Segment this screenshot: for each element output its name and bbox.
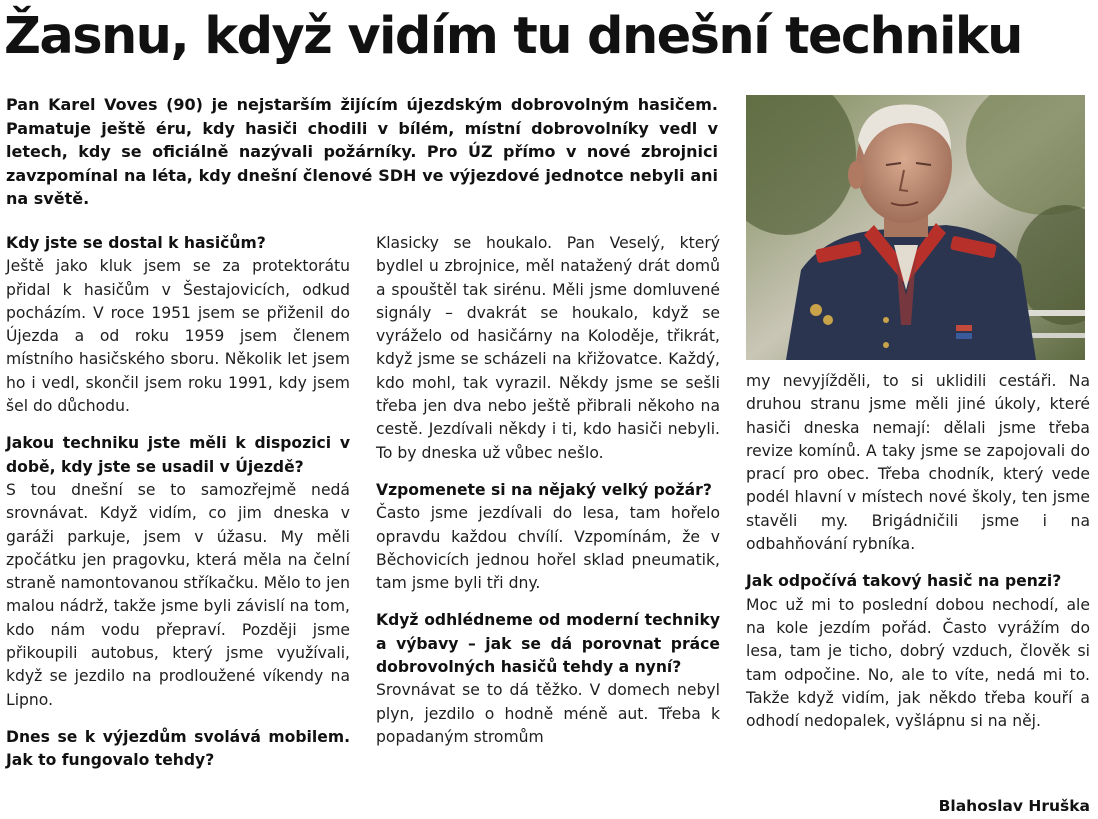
text-column-3 bbox=[746, 370, 1090, 733]
article-lead: Pan Karel Voves (90) je nejstarším žijícím újezdským dobrovolným hasičem. Pamatuje ještě éru, kdy hasiči chodili v bílém, místní dobrovolníky vedl v letech, kdy se oficiálně nazývali požárníky. Pro ÚZ přímo v nové zbrojnici zavzpomínal na léta, kdy dnešní členové SDH ve výjezdové jednotce nebyli ani na světě. bbox=[6, 95, 718, 208]
interview-answer: my nevyjížděli, to si uklidili cestáři. Na druhou stranu jsme měli jiné úkoly, které hasiči dneska nemají: dělali jsme třeba revize komínů. A taky jsme se zapojovali do prací pro obec. Třeba chodník, který vede podél hlavní v místech nové školy, ten jsme stavěli my. Brigádničili jsme i na odbahňování rybníka. bbox=[746, 372, 1090, 554]
portrait-photo bbox=[746, 95, 1085, 360]
interview-question: Dnes se k výjezdům svolává mobilem. Jak to fungovalo tehdy? bbox=[6, 727, 350, 770]
interview-question: Jak odpočívá takový hasič na penzi? bbox=[746, 572, 1062, 591]
interview-answer: Moc už mi to poslední dobou nechodí, ale na kole jezdím pořád. Často vyrážím do lesa, tam je ticho, dobrý vzduch, člověk si tam odpočine. No, ale to víte, nedá mi to. Takže když vidím, jak někdo třeba kouří a odhodí nedopalek, vyšlápnu si na něj. bbox=[746, 595, 1090, 731]
text-column-2 bbox=[376, 232, 720, 749]
article-headline: Žasnu, když vidím tu dnešní techniku bbox=[4, 7, 1022, 66]
interview-question: Kdy jste se dostal k hasičům? bbox=[6, 234, 266, 252]
interview-answer: S tou dnešní se to samozřejmě nedá srovnávat. Když vidím, co jim dneska v garáži parkuje, jsem v úžasu. My měli zpočátku jen pragovku, která měla na čelní straně namontovanou stříkačku. Mělo to jen malou nádrž, takže jsme byli závislí na tom, kdo nám vodu přepraví. Později jsme přikoupili autobus, který jsme využívali, když se jezdilo na prodloužené víkendy na Lipno. bbox=[6, 480, 350, 709]
interview-answer: Ještě jako kluk jsem se za protektorátu přidal k hasičům v Šestajovicích, odkud pocházím. V roce 1951 jsem se přiženil do Újezda a od roku 1959 jsem členem místního hasičského sboru. Několik let jsem ho i vedl, skončil jsem roku 1991, kdy jsem šel do důchodu. bbox=[6, 257, 350, 416]
interview-question: Když odhlédneme od moderní techniky a výbavy – jak se dá porovnat práce dobrovolných hasičů tehdy a nyní? bbox=[376, 611, 720, 677]
author-byline: Blahoslav Hruška bbox=[938, 797, 1090, 815]
interview-answer: Srovnávat se to dá těžko. V domech nebyl plyn, jezdilo o hodně méně aut. Třeba k popadaným stromům bbox=[376, 681, 720, 746]
interview-question: Vzpomenete si na nějaký velký požár? bbox=[376, 480, 712, 499]
interview-question: Jakou techniku jste měli k dispozici v době, kdy jste se usadil v Újezdě? bbox=[6, 434, 350, 476]
text-column-1 bbox=[6, 232, 350, 773]
interview-answer: Často jsme jezdívali do lesa, tam hořelo opravdu každou chvílí. Vzpomínám, že v Běchovicích jednou hořel sklad pneumatik, tam jsme byli tři dny. bbox=[376, 504, 720, 593]
interview-answer: Klasicky se houkalo. Pan Veselý, který bydlel u zbrojnice, měl natažený drát domů a spouštěl tak sirénu. Měli jsme domluvené signály – dvakrát se houkalo, když se vyráželo od hasičárny na Koloděje, třikrát, když jsme se scházeli na křižovatce. Každý, kdo mohl, tak vyrazil. Někdy jsme se sešli třeba jen dva nebo ještě přibrali někoho na cestě. Jezdívali někdy i ti, kdo hasiči nebyli. To by dneska už vůbec nešlo. bbox=[376, 234, 720, 462]
